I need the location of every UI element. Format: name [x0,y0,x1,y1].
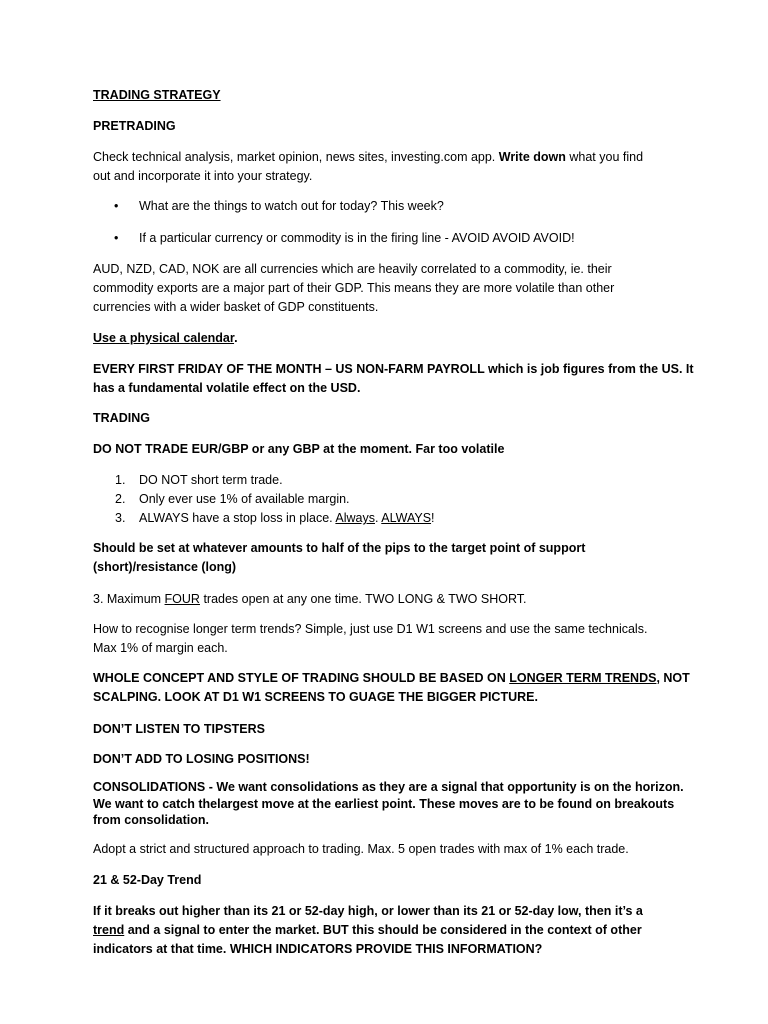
currencies-line-1: AUD, NZD, CAD, NOK are all currencies which are heavily correlated to a commodity, ie. their [93,262,612,276]
breakout-line-3: indicators at that time. WHICH INDICATORS PROVIDE THIS INFORMATION? [93,942,543,956]
nfp-line-1: EVERY FIRST FRIDAY OF THE MONTH – US NON-FARM PAYROLL which is job figures from the US. It [93,362,694,376]
bullet-icon: • [114,231,119,245]
item-number: 3. [115,511,126,525]
calendar-underlined: Use a physical calendar [93,331,235,345]
breakout-text: and a signal to enter the market. BUT this should be considered in the context of other [124,923,642,937]
losing-positions-note: DON’T ADD TO LOSING POSITIONS! [93,752,310,766]
stoploss-text: ALWAYS have a stop loss in place. [139,511,336,525]
intro-text: Check technical analysis, market opinion, news sites, investing.com app. [93,150,499,164]
trend-heading: 21 & 52-Day Trend [93,873,202,887]
stoploss-line-2: (short)/resistance (long) [93,560,237,574]
gbp-warning: DO NOT TRADE EUR/GBP or any GBP at the moment. Far too volatile [93,442,505,456]
consolidations-line-1: CONSOLIDATIONS - We want consolidations as they are a signal that opportunity is on the horizon. [93,780,684,794]
pretrading-heading: PRETRADING [93,119,176,133]
intro-line-2: out and incorporate it into your strategy. [93,169,313,183]
currencies-line-2: commodity exports are a major part of their GDP. This means they are more volatile than other [93,281,615,295]
item-text [139,509,435,528]
trading-heading: TRADING [93,411,150,425]
concept-text: WHOLE CONCEPT AND STYLE OF TRADING SHOULD BE BASED ON [93,671,510,685]
always-underlined: Always [335,511,375,525]
tipsters-note: DON’T LISTEN TO TIPSTERS [93,722,266,736]
document-title: TRADING STRATEGY [93,88,221,102]
intro-line-1 [93,148,643,167]
currencies-line-3: currencies with a wider basket of GDP constituents. [93,300,379,314]
always-caps-underlined: ALWAYS [381,511,432,525]
intro-text-end: what you find [565,150,644,164]
bullet-text: If a particular currency or commodity is in the firing line - AVOID AVOID AVOID! [139,231,575,245]
item-number: 2. [115,492,126,506]
calendar-note [93,329,238,348]
exclamation: ! [431,511,435,525]
strict-approach: Adopt a strict and structured approach to trading. Max. 5 open trades with max of 1% each trade. [93,842,629,856]
longer-term-trends-underlined: LONGER TERM TRENDS [509,671,657,685]
consolidations-line-2: We want to catch thelargest move at the earliest point. These moves are to be found on breakouts [93,797,675,811]
concept-line-1 [93,669,690,688]
item-text: Only ever use 1% of available margin. [139,492,350,506]
calendar-suffix: . [234,331,238,345]
bullet-icon: • [114,199,119,213]
longer-trends-line-1: How to recognise longer term trends? Simple, just use D1 W1 screens and use the same technicals. [93,622,648,636]
max-trades-text: 3. Maximum [93,592,165,606]
nfp-line-2: has a fundamental volatile effect on the USD. [93,381,361,395]
max-trades-line [93,590,526,609]
stoploss-line-1: Should be set at whatever amounts to half of the pips to the target point of support [93,541,586,555]
write-down-emphasis: Write down [498,150,566,164]
max-trades-text-end: trades open at any one time. TWO LONG & TWO SHORT. [199,592,527,606]
concept-line-2: SCALPING. LOOK AT D1 W1 SCREENS TO GUAGE THE BIGGER PICTURE. [93,690,538,704]
longer-trends-line-2: Max 1% of margin each. [93,641,228,655]
consolidations-line-3: from consolidation. [93,813,209,827]
separator: . [375,511,382,525]
bullet-text: What are the things to watch out for today? This week? [139,199,444,213]
breakout-line-1: If it breaks out higher than its 21 or 52-day high, or lower than its 21 or 52-day low, then it’s a [93,904,643,918]
trend-underlined: trend [93,923,125,937]
four-underlined: FOUR [164,592,200,606]
item-number: 1. [115,473,126,487]
breakout-line-2 [93,921,642,940]
concept-text-end: , NOT [656,671,690,685]
item-text: DO NOT short term trade. [139,473,283,487]
